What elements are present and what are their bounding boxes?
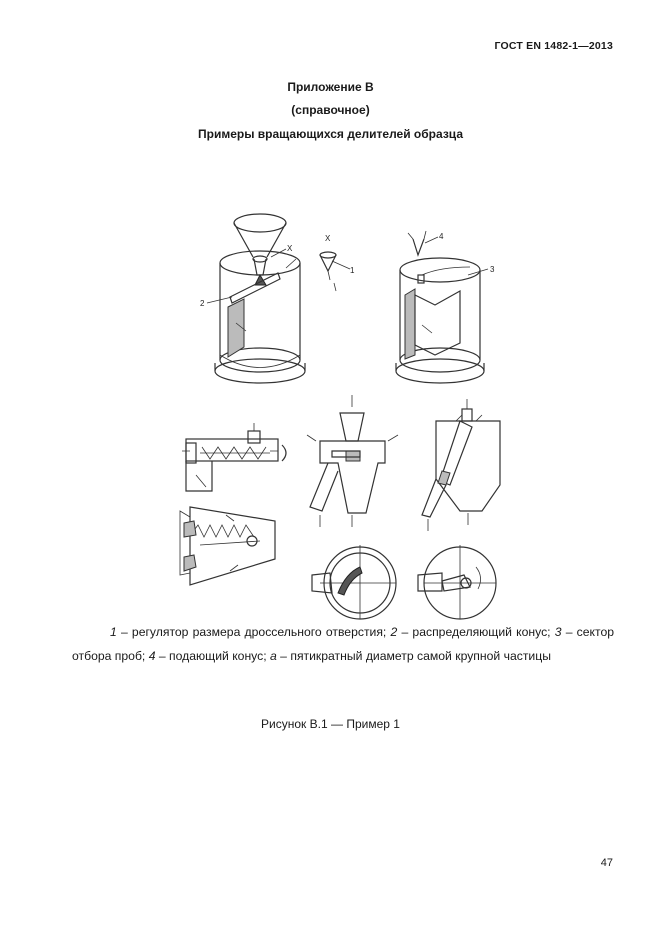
svg-text:4: 4 <box>439 232 444 241</box>
appendix-title: Приложение В <box>287 80 374 94</box>
svg-text:X: X <box>287 244 293 253</box>
legend-text-a: – пятикратный диаметр самой крупной частицы <box>276 649 551 663</box>
legend-text-1: – регулятор размера дроссельного отверстия; <box>116 625 391 639</box>
legend-text-4: – подающий конус; <box>155 649 271 663</box>
inclined-chute-plan <box>418 545 496 619</box>
svg-text:1: 1 <box>350 266 355 275</box>
legend-text-3: – сектор отбора проб; <box>72 625 614 663</box>
detail-x-cone <box>320 234 355 291</box>
inclined-chute-elevation <box>422 399 500 531</box>
figure-caption: Рисунок В.1 — Пример 1 <box>261 717 400 731</box>
legend-num-1: 1 <box>110 625 117 639</box>
svg-text:2: 2 <box>200 299 205 308</box>
drum-divider-left <box>200 214 305 383</box>
screw-feeder-plan <box>180 507 275 585</box>
standard-code: ГОСТ EN 1482-1—2013 <box>494 40 613 52</box>
legend-text-2: – распределяющий конус; <box>397 625 555 639</box>
legend-num-a: а <box>270 649 277 663</box>
legend-num-3: 3 <box>554 625 562 639</box>
drum-divider-right <box>396 231 495 383</box>
figure-legend <box>72 620 614 668</box>
svg-text:X: X <box>325 234 331 243</box>
rotating-chute-plan <box>312 545 396 619</box>
legend-num-4: 4 <box>148 649 156 663</box>
legend-num-2: 2 <box>390 625 398 639</box>
rotating-chute-elevation <box>307 395 398 527</box>
screw-feeder-side <box>182 423 286 491</box>
svg-text:3: 3 <box>490 265 495 274</box>
appendix-kind: (справочное) <box>291 103 370 117</box>
figure-b1 <box>160 195 580 620</box>
sample-divider-drawings <box>160 195 580 620</box>
page-number: 47 <box>600 857 613 869</box>
appendix-subject: Примеры вращающихся делителей образца <box>197 127 463 141</box>
